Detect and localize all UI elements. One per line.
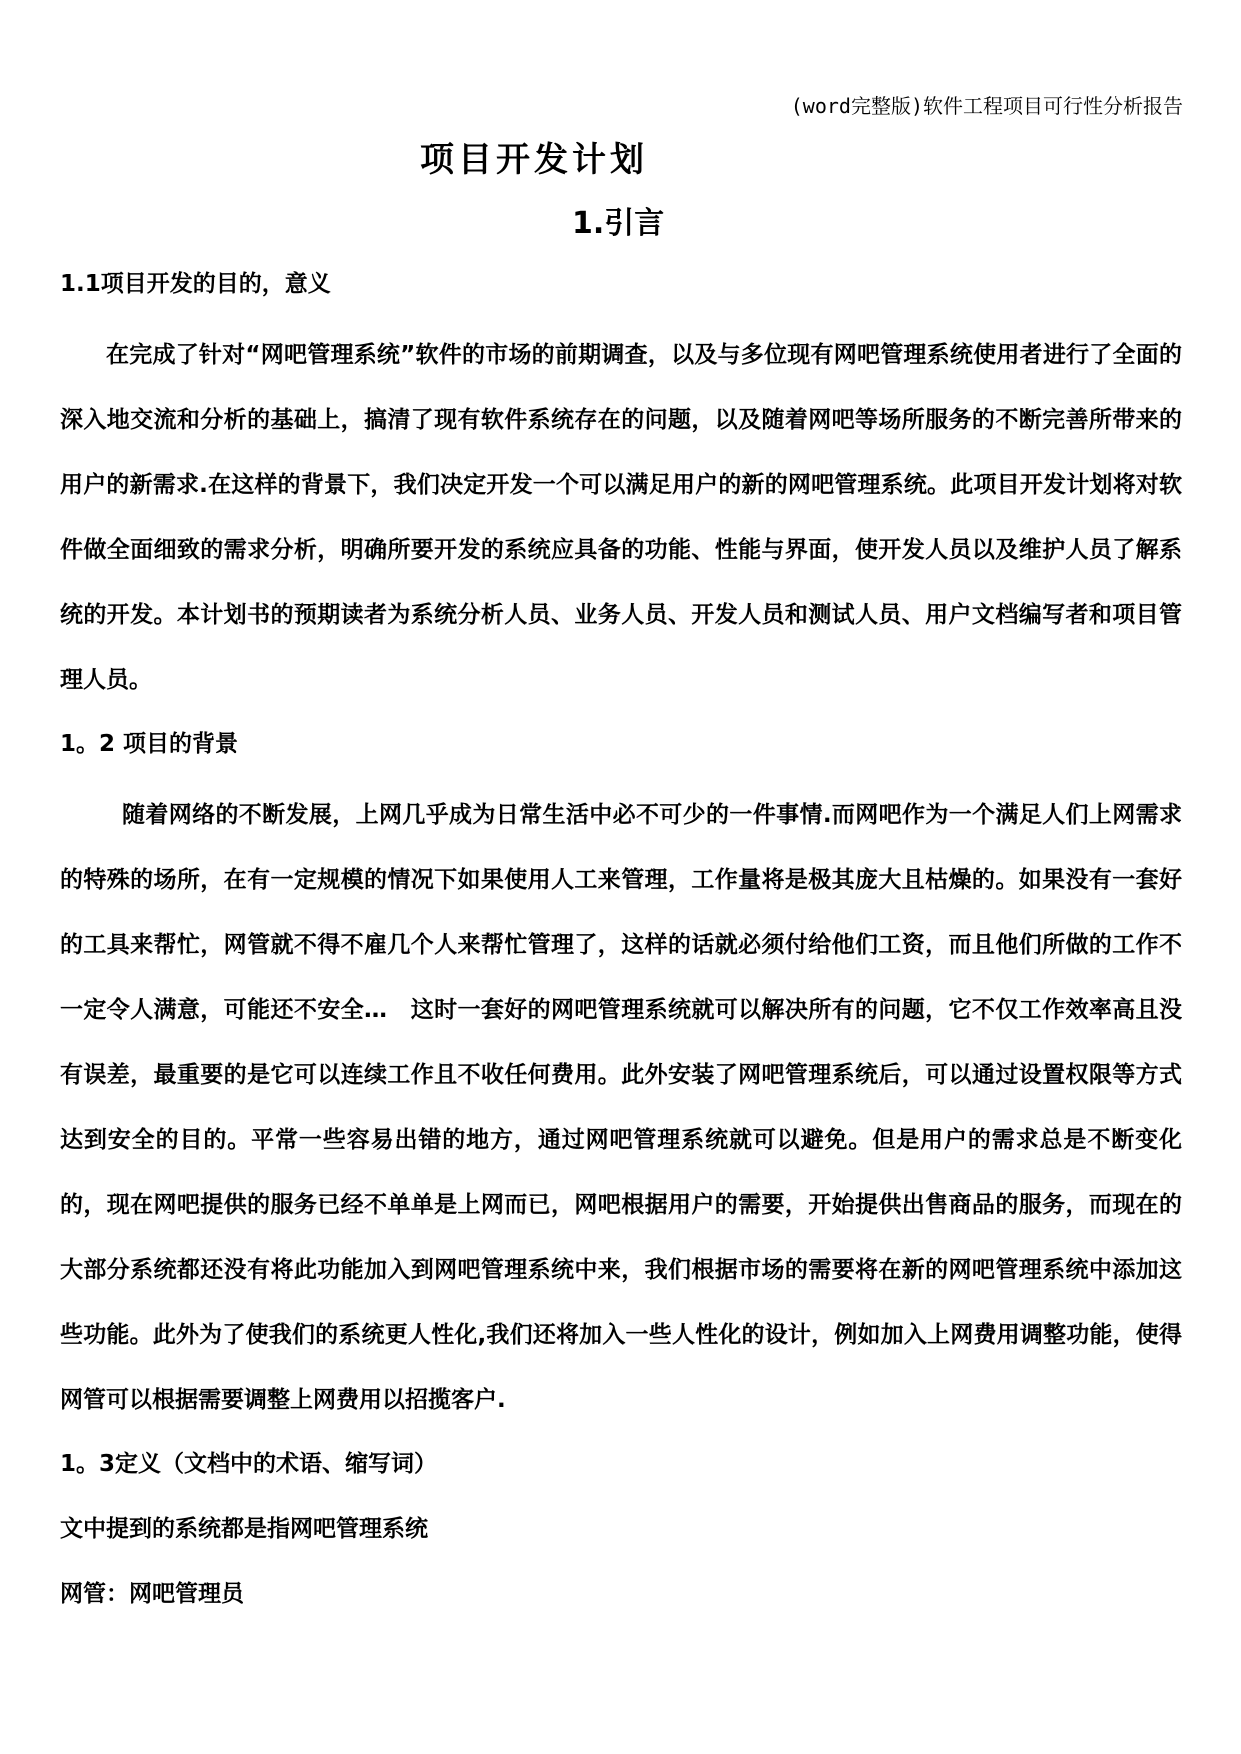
- document-title: 项目开发计划: [420, 140, 648, 180]
- running-header: (word完整版)软件工程项目可行性分析报告: [790, 94, 1183, 118]
- definition-line-admin: 网管：网吧管理员: [60, 1581, 244, 1607]
- section-heading-definitions: 1。3定义（文档中的术语、缩写词）: [60, 1451, 438, 1477]
- section-heading-background: 1。2 项目的背景: [60, 731, 239, 757]
- document-body: [60, 258, 1182, 1633]
- chapter-title: 1.引言: [572, 206, 665, 241]
- paragraph-purpose: 在完成了针对“网吧管理系统”软件的市场的前期调查，以及与多位现有网吧管理系统使用者进行了全面的深入地交流和分析的基础上，搞清了现有软件系统存在的问题，以及随着网吧等场所服务的不断完善所带来的用户的新需求.在这样的背景下，我们决定开发一个可以满足用户的新的网吧管理系统。此项目开发计划将对软件做全面细致的需求分析，明确所要开发的系统应具备的功能、性能与界面，使开发人员以及维护人员了解系统的开发。本计划书的预期读者为系统分析人员、业务人员、开发人员和测试人员、用户文档编写者和项目管理人员。: [60, 342, 1182, 693]
- paragraph-background: 随着网络的不断发展，上网几乎成为日常生活中必不可少的一件事情.而网吧作为一个满足人们上网需求的特殊的场所，在有一定规模的情况下如果使用人工来管理，工作量将是极其庞大且枯燥的。如果没有一套好的工具来帮忙，网管就不得不雇几个人来帮忙管理了，这样的话就必须付给他们工资，而且他们所做的工作不一定令人满意，可能还不安全… 这时一套好的网吧管理系统就可以解决所有的问题，它不仅工作效率高且没有误差，最重要的是它可以连续工作且不收任何费用。此外安装了网吧管理系统后，可以通过设置权限等方式达到安全的目的。平常一些容易出错的地方，通过网吧管理系统就可以避免。但是用户的需求总是不断变化的，现在网吧提供的服务已经不单单是上网而已，网吧根据用户的需要，开始提供出售商品的服务，而现在的大部分系统都还没有将此功能加入到网吧管理系统中来，我们根据市场的需要将在新的网吧管理系统中添加这些功能。此外为了使我们的系统更人性化,我们还将加入一些人性化的设计，例如加入上网费用调整功能，使得网管可以根据需要调整上网费用以招揽客户.: [60, 802, 1182, 1413]
- section-heading-purpose: 1.1项目开发的目的，意义: [60, 271, 331, 297]
- definition-line-system: 文中提到的系统都是指网吧管理系统: [60, 1516, 428, 1542]
